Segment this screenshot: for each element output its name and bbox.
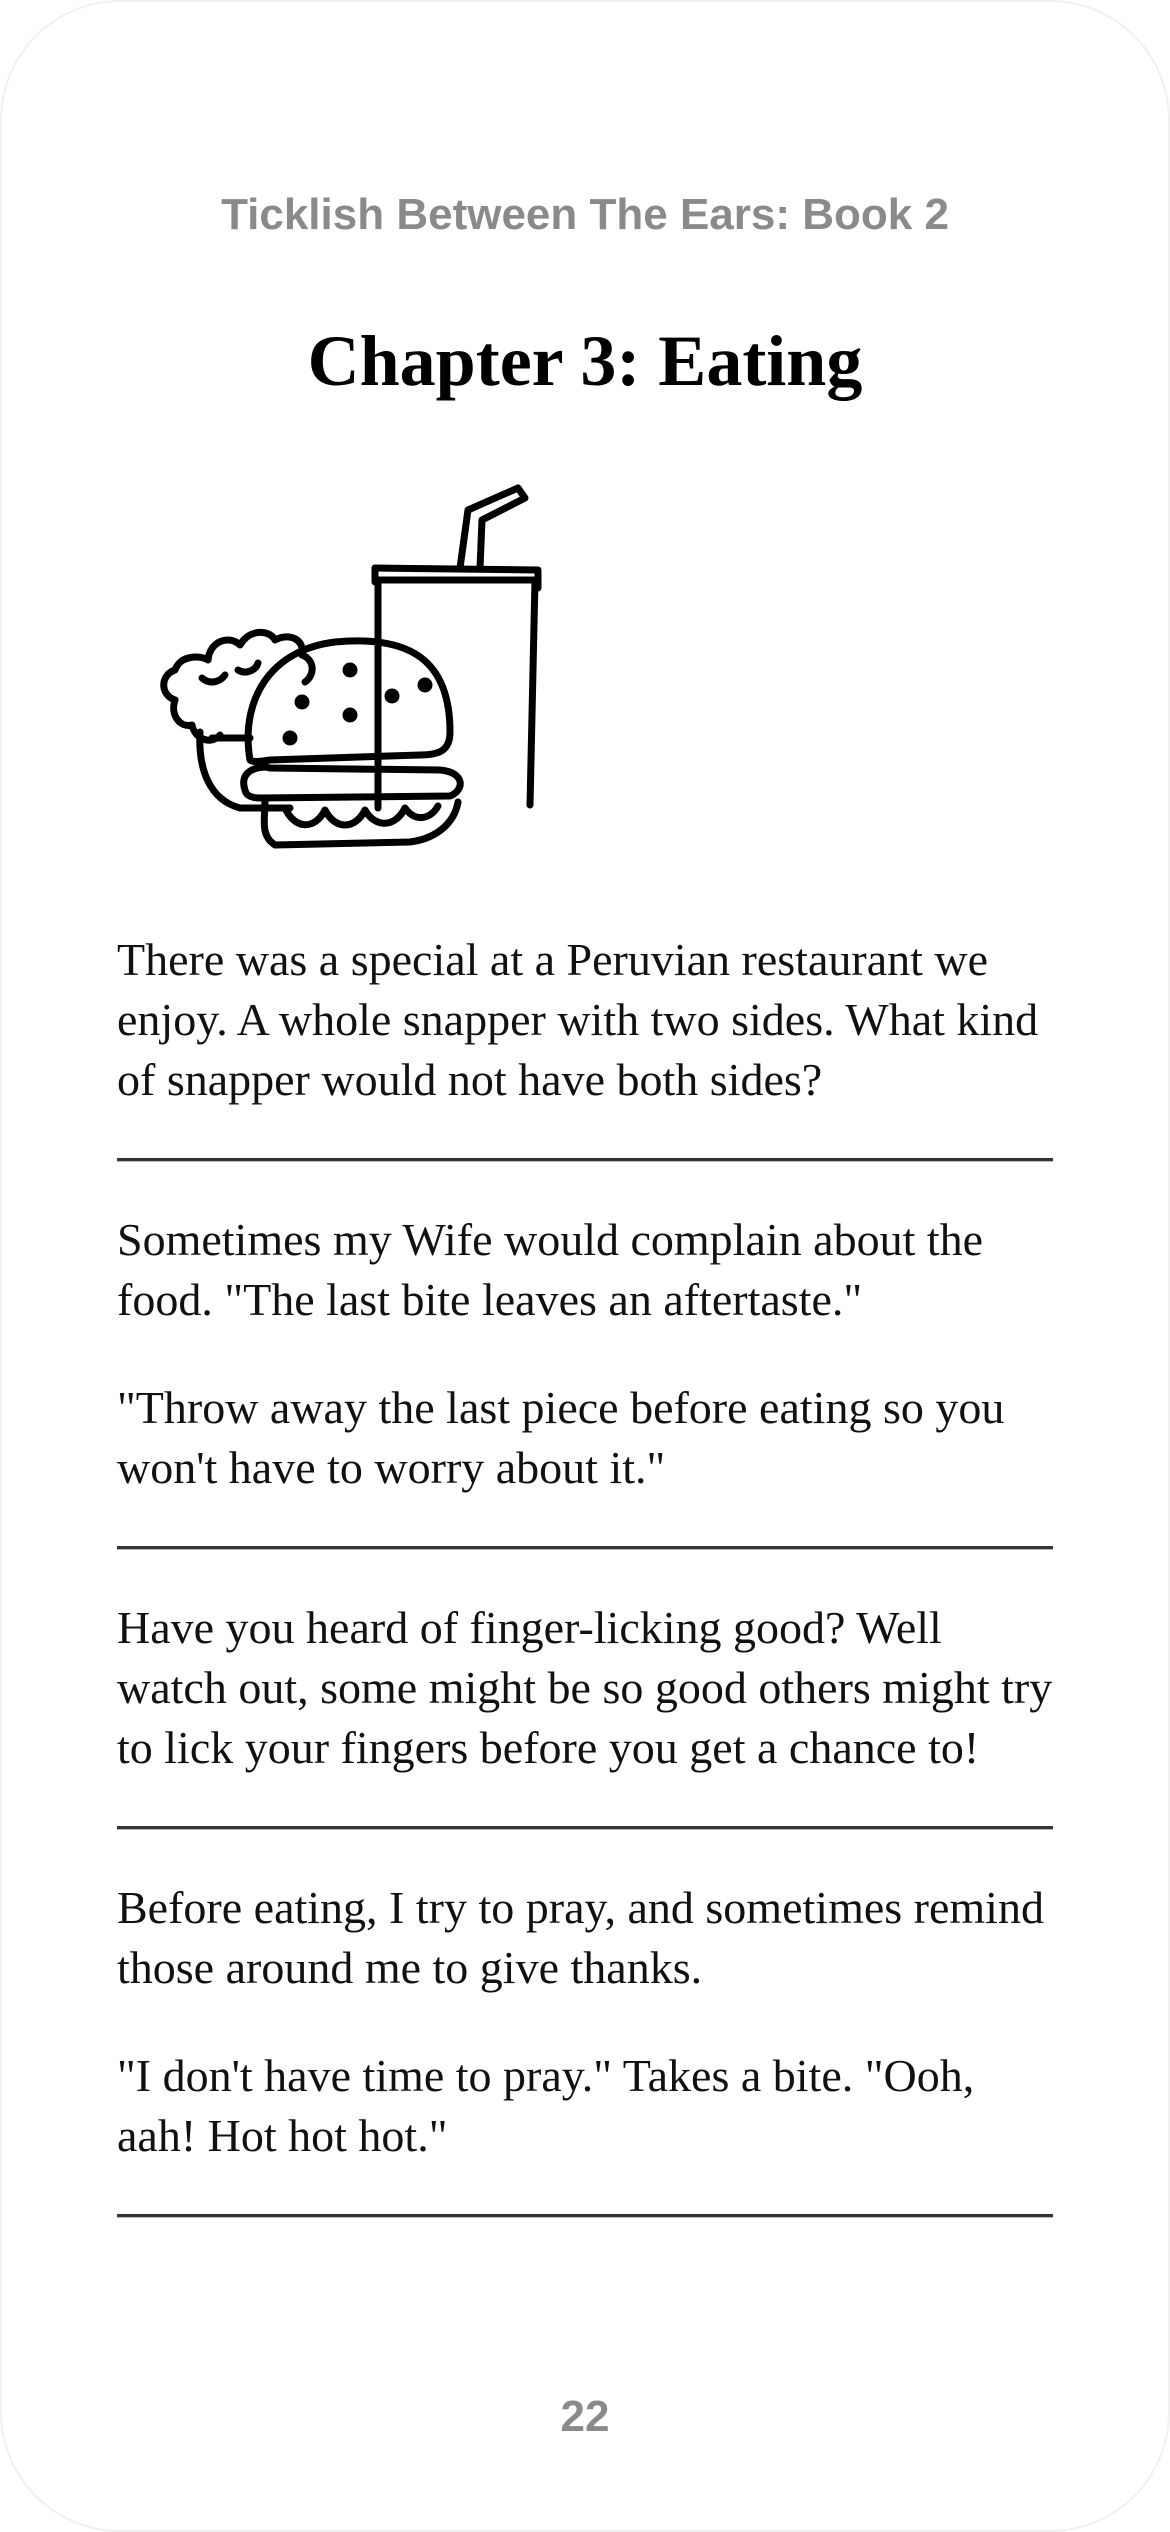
chapter-title: Chapter 3: Eating xyxy=(307,321,863,401)
joke-section xyxy=(117,930,1053,1110)
joke-section xyxy=(117,1598,1053,1778)
fast-food-meal-icon xyxy=(120,470,550,880)
paragraph: Sometimes my Wife would complain about the food. "The last bite leaves an aftertaste." xyxy=(117,1214,984,1325)
chapter-content xyxy=(117,930,1053,2266)
section-divider xyxy=(117,1826,1053,1830)
paragraph: Before eating, I try to pray, and sometimes remind those around me to give thanks. xyxy=(117,1882,1044,1993)
paragraph: "I don't have time to pray." Takes a bite. "Ooh, aah! Hot hot hot." xyxy=(117,2050,975,2161)
page-number: 22 xyxy=(560,2392,610,2441)
section-divider xyxy=(117,1158,1053,1162)
book-title: Ticklish Between The Ears: Book 2 xyxy=(221,190,949,239)
paragraph: There was a special at a Peruvian restaurant we enjoy. A whole snapper with two sides. What kind of snapper would not have both sides? xyxy=(117,934,1039,1105)
section-divider xyxy=(117,2214,1053,2218)
joke-section xyxy=(117,1210,1053,1498)
paragraph: "Throw away the last piece before eating so you won't have to worry about it." xyxy=(117,1382,1005,1493)
joke-section xyxy=(117,1878,1053,2166)
paragraph: Have you heard of finger-licking good? Well watch out, some might be so good others might try to lick your fingers before you get a chance to! xyxy=(117,1602,1053,1773)
section-divider xyxy=(117,1546,1053,1550)
